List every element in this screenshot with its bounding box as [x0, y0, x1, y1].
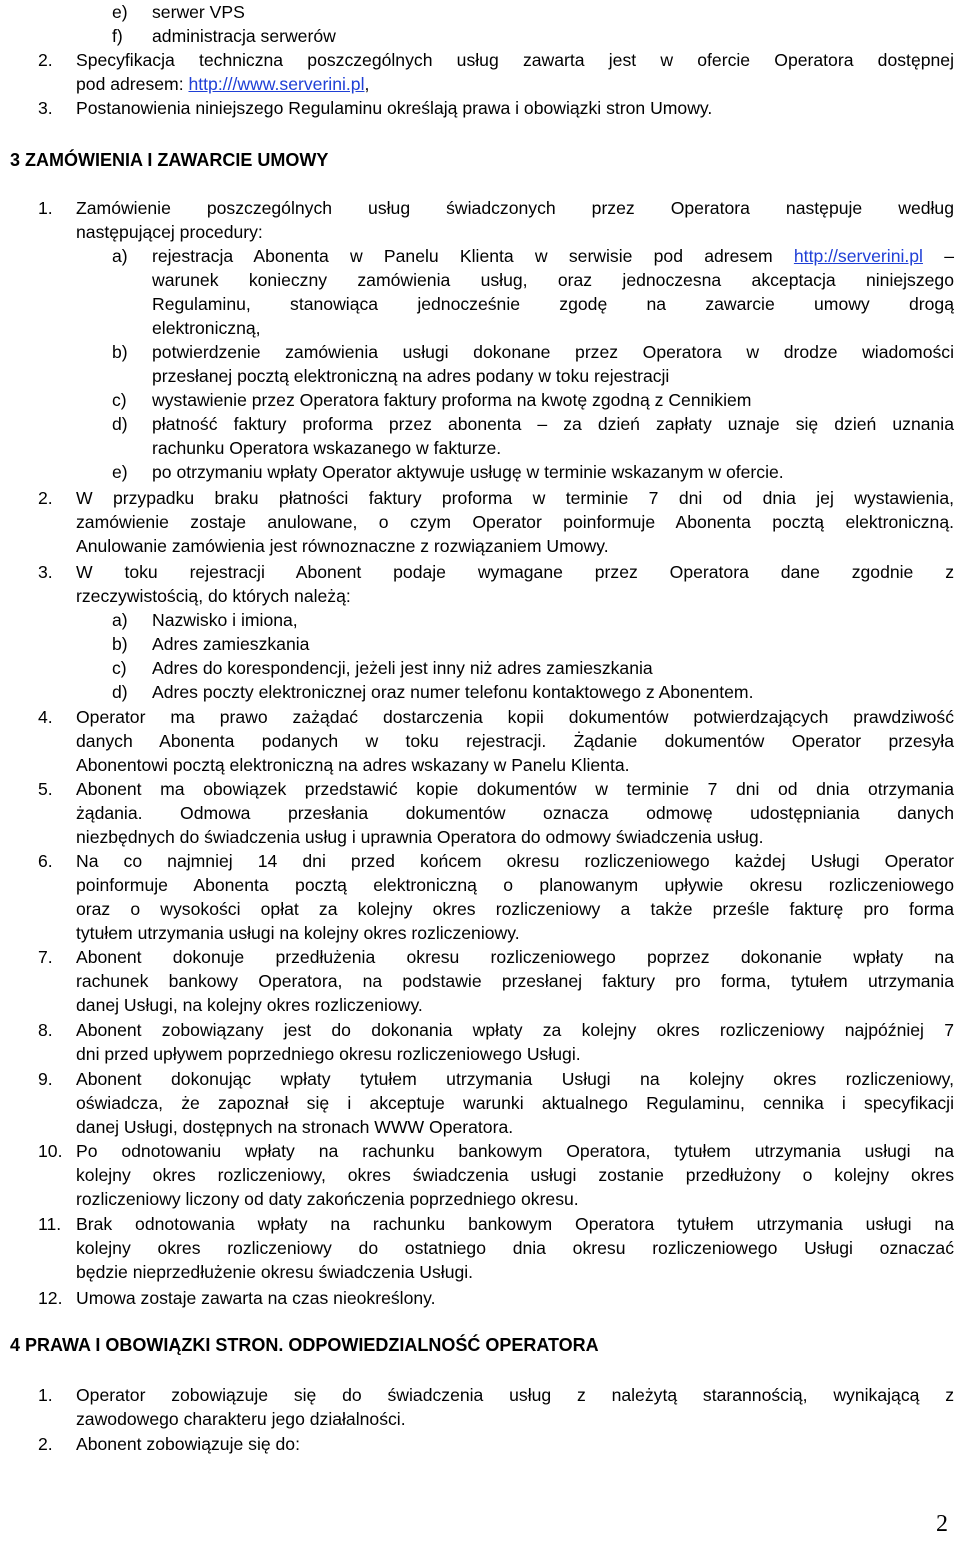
paragraph-line: następującej procedury: — [76, 222, 263, 242]
paragraph-number: 2. — [38, 1434, 53, 1454]
paragraph-line: danych Abonenta podanych w toku rejestracji. Żądanie dokumentów Operator przesyła — [76, 731, 954, 751]
paragraph-line: rachunek bankowy Operatora, na podstawie przesłanej faktury pro forma, tytułem utrzymania — [76, 971, 954, 991]
list-item-text: przesłanej pocztą elektroniczną na adres podany w toku rejestracji — [152, 366, 670, 386]
list-marker: a) — [112, 246, 128, 266]
paragraph-line: W przypadku braku płatności faktury proforma w terminie 7 dni od dnia jej wystawienia, — [76, 488, 954, 508]
paragraph-number: 1. — [38, 1385, 53, 1405]
paragraph-line: Abonentowi pocztą elektroniczną na adres wskazany w Panelu Klienta. — [76, 755, 630, 775]
paragraph-line: będzie nieprzedłużenie okresu świadczenia Usługi. — [76, 1262, 474, 1282]
paragraph-line: W toku rejestracji Abonent podaje wymagane przez Operatora dane zgodnie z — [76, 562, 954, 582]
paragraph-line: Abonent dokonuje przedłużenia okresu rozliczeniowego poprzez dokonanie wpłaty na — [76, 947, 954, 967]
paragraph-line: Na co najmniej 14 dni przed końcem okresu rozliczeniowego każdej Usługi Operator — [76, 851, 954, 871]
paragraph-line: dni przed upływem poprzedniego okresu rozliczeniowego Usługi. — [76, 1044, 581, 1064]
list-item-text: Nazwisko i imiona, — [152, 610, 298, 630]
list-item-text: Adres zamieszkania — [152, 634, 310, 654]
paragraph-line: Operator ma prawo zażądać dostarczenia kopii dokumentów potwierdzających prawdziwość — [76, 707, 954, 727]
list-marker: b) — [112, 634, 128, 654]
paragraph-line: Abonent dokonując wpłaty tytułem utrzymania Usługi na kolejny okres rozliczeniowy, — [76, 1069, 954, 1089]
section-heading: 3 ZAMÓWIENIA I ZAWARCIE UMOWY — [10, 150, 329, 170]
paragraph-number: 6. — [38, 851, 53, 871]
paragraph-line: rzeczywistością, do których należą: — [76, 586, 351, 606]
list-item-text: potwierdzenie zamówienia usługi dokonane przez Operatora w drodze wiadomości — [152, 342, 954, 362]
list-item-text: Regulaminu, stanowiąca jednocześnie zgodę na zawarcie umowy drogą — [152, 294, 954, 314]
paragraph-line: pod adresem: http:///www.serverini.pl, — [76, 74, 370, 94]
paragraph-line: zawodowego charakteru jego działalności. — [76, 1409, 406, 1429]
list-item-text: warunek konieczny zamówienia usług, oraz jednoczesna akceptacja niniejszego — [152, 270, 954, 290]
paragraph-number: 2. — [38, 488, 53, 508]
paragraph-number: 3. — [38, 98, 53, 118]
paragraph-line: Specyfikacja techniczna poszczególnych usług zawarta jest w ofercie Operatora dostępnej — [76, 50, 954, 70]
paragraph-line: kolejny okres rozliczeniowy, okres świadczenia usługi zostanie przedłużony o kolejny okres — [76, 1165, 954, 1185]
paragraph-line: danej Usługi, na kolejny okres rozliczeniowy. — [76, 995, 423, 1015]
paragraph-line: żądania. Odmowa przesłania dokumentów oznacza odmowę udostępniania danych — [76, 803, 954, 823]
list-item-text: administracja serwerów — [152, 26, 336, 46]
list-item-text: wystawienie przez Operatora faktury proforma na kwotę zgodną z Cennikiem — [152, 390, 752, 410]
paragraph-line: zamówienie zostaje anulowane, o czym Operator poinformuje Abonenta pocztą elektroniczną. — [76, 512, 954, 532]
list-item-text: Adres do korespondencji, jeżeli jest inny niż adres zamieszkania — [152, 658, 653, 678]
list-item-text: rejestracja Abonenta w Panelu Klienta w serwisie pod adresem http://serverini.pl – — [152, 246, 954, 266]
section-heading: 4 PRAWA I OBOWIĄZKI STRON. ODPOWIEDZIALNOŚĆ OPERATORA — [10, 1335, 599, 1355]
paragraph-line: Operator zobowiązuje się do świadczenia usług z należytą starannością, wynikającą z — [76, 1385, 954, 1405]
paragraph-line: danej Usługi, dostępnych na stronach WWW Operatora. — [76, 1117, 514, 1137]
paragraph-number: 3. — [38, 562, 53, 582]
list-item-text: Adres poczty elektronicznej oraz numer telefonu kontaktowego z Abonentem. — [152, 682, 754, 702]
paragraph-number: 10. — [38, 1141, 63, 1161]
list-item-text: po otrzymaniu wpłaty Operator aktywuje usługę w terminie wskazanym w ofercie. — [152, 462, 784, 482]
paragraph-number: 1. — [38, 198, 53, 218]
paragraph-line: tytułem utrzymania usługi na kolejny okres rozliczeniowy. — [76, 923, 520, 943]
paragraph-number: 12. — [38, 1288, 63, 1308]
list-item-text: serwer VPS — [152, 2, 245, 22]
website-link[interactable]: http:///www.serverini.pl — [188, 74, 365, 94]
paragraph-line: poinformuje Abonenta pocztą elektroniczną o planowanym upływie okresu rozliczeniowego — [76, 875, 954, 895]
paragraph-line: oraz o wysokości opłat za kolejny okres rozliczeniowy a także prześle fakturę pro forma — [76, 899, 954, 919]
paragraph-line: kolejny okres rozliczeniowy do ostatniego dnia okresu rozliczeniowego Usługi oznaczać — [76, 1238, 954, 1258]
list-marker: b) — [112, 342, 128, 362]
paragraph-line: niezbędnych do świadczenia usług i uprawnia Operatora do odmowy świadczenia usług. — [76, 827, 764, 847]
list-marker: a) — [112, 610, 128, 630]
paragraph-line: Po odnotowaniu wpłaty na rachunku bankowym Operatora, tytułem utrzymania usługi na — [76, 1141, 954, 1161]
paragraph-number: 2. — [38, 50, 53, 70]
paragraph-number: 11. — [38, 1214, 62, 1234]
paragraph-line: Umowa zostaje zawarta na czas nieokreślony. — [76, 1288, 436, 1308]
paragraph-number: 9. — [38, 1069, 53, 1089]
list-item-text: elektroniczną, — [152, 318, 261, 338]
paragraph-line: Anulowanie zamówienia jest równoznaczne z rozwiązaniem Umowy. — [76, 536, 609, 556]
paragraph-line: Zamówienie poszczególnych usług świadczonych przez Operatora następuje według — [76, 198, 954, 218]
paragraph-line: rozliczeniowy liczony od daty zakończenia poprzedniego okresu. — [76, 1189, 579, 1209]
paragraph-line: Brak odnotowania wpłaty na rachunku bankowym Operatora tytułem utrzymania usługi na — [76, 1214, 954, 1234]
list-marker: d) — [112, 414, 128, 434]
list-marker: e) — [112, 2, 128, 22]
list-marker: e) — [112, 462, 128, 482]
list-marker: c) — [112, 658, 127, 678]
paragraph-line: oświadcza, że zapoznał się i akceptuje warunki aktualnego Regulaminu, cennika i specyfikacji — [76, 1093, 954, 1113]
list-item-text: rachunku Operatora wskazanego w fakturze. — [152, 438, 502, 458]
page-number: 2 — [936, 1511, 948, 1537]
paragraph-line: Postanowienia niniejszego Regulaminu określają prawa i obowiązki stron Umowy. — [76, 98, 713, 118]
paragraph-line: Abonent zobowiązany jest do dokonania wpłaty za kolejny okres rozliczeniowy najpóźniej 7 — [76, 1020, 954, 1040]
paragraph-line: Abonent zobowiązuje się do: — [76, 1434, 300, 1454]
website-link[interactable]: http://serverini.pl — [793, 246, 923, 266]
paragraph-number: 8. — [38, 1020, 53, 1040]
list-marker: f) — [112, 26, 123, 46]
paragraph-number: 5. — [38, 779, 53, 799]
paragraph-line: Abonent ma obowiązek przedstawić kopie dokumentów w terminie 7 dni od dnia otrzymania — [76, 779, 954, 799]
list-marker: d) — [112, 682, 128, 702]
paragraph-number: 7. — [38, 947, 53, 967]
list-item-text: płatność faktury proforma przez abonenta – za dzień zapłaty uznaje się dzień uznania — [152, 414, 954, 434]
list-marker: c) — [112, 390, 127, 410]
paragraph-number: 4. — [38, 707, 53, 727]
